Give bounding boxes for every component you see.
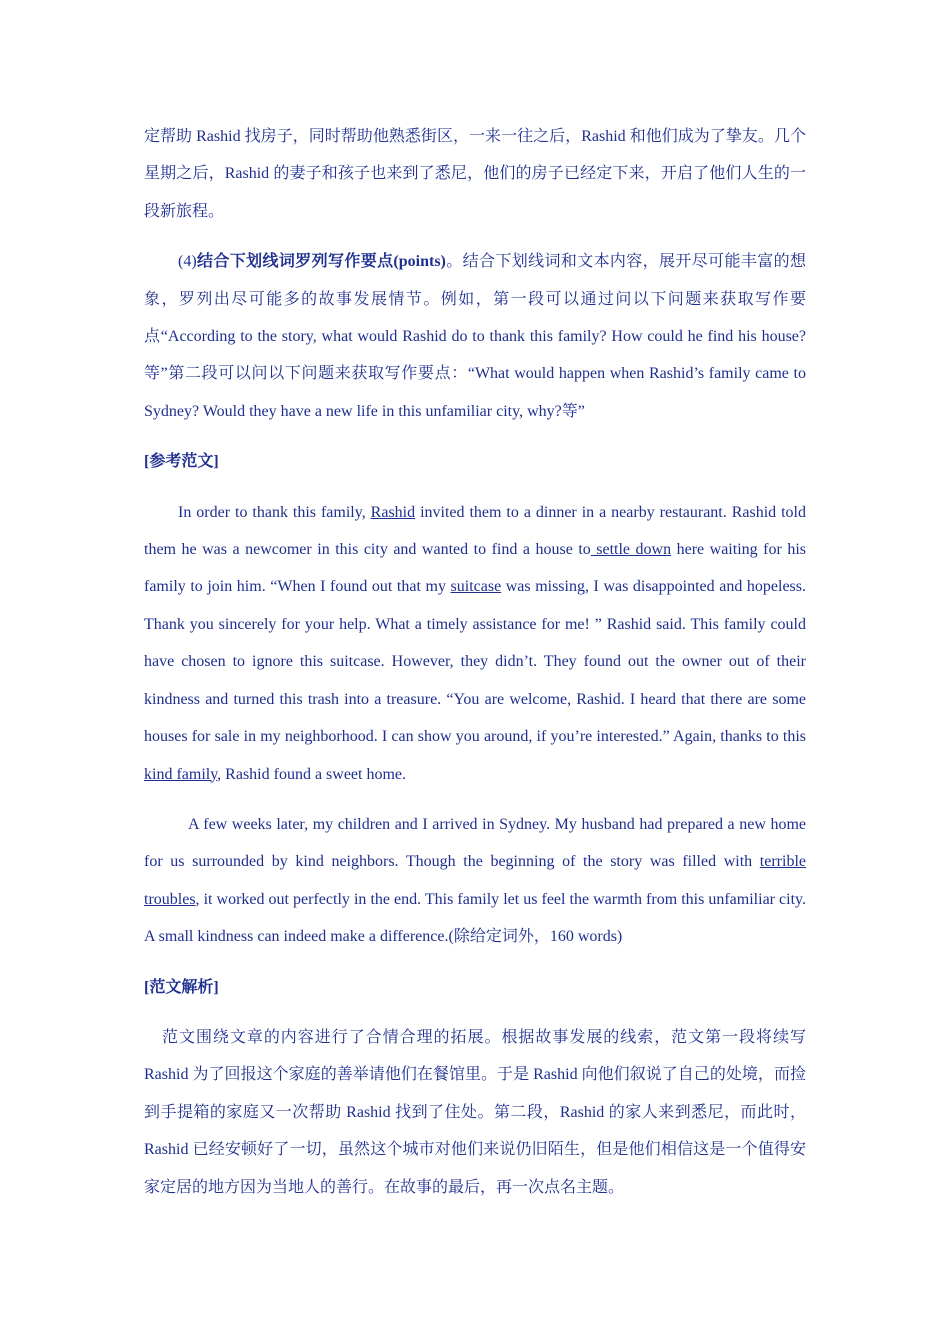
essay1-text-1: In order to thank this family, xyxy=(178,503,371,521)
analysis-paragraph: 范文围绕文章的内容进行了合情合理的拓展。根据故事发展的线索，范文第一段将续写 Rashid 为了回报这个家庭的善举请他们在餐馆里。于是 Rashid 向他们叙说了自己的处境，而捡到手提箱的家庭又一次帮助 Rashid 找到了住处。第二段，Rashid 的家人来到悉尼，而此时，Rashid 已经安顿好了一切，虽然这个城市对他们来说仍旧陌生，但是他们相信这是一个值得安家定居的地方因为当地人的善行。在故事的最后，再一次点名主题。 xyxy=(144,1028,806,1196)
underlined-word-kind-family: kind family xyxy=(144,765,218,783)
underlined-word-settle-down: settle down xyxy=(590,541,672,559)
point-number: (4) xyxy=(178,253,197,271)
essay1-text-2: invited them to a dinner in a nearby restaurant. Rashid told them he was a newcomer in this city and wanted to find a house to xyxy=(144,503,807,559)
underlined-word-terrible-troubles: terrible troubles xyxy=(144,853,806,908)
essay2-text-2: , it worked out perfectly in the end. This family let us feel the warmth from this unfamiliar city. A small kindness can indeed make a difference.(除给定词外，160 words) xyxy=(144,890,806,946)
analysis-heading: [范文解析] xyxy=(144,978,219,996)
point-text: 。结合下划线词和文本内容，展开尽可能丰富的想象，罗列出尽可能多的故事发展情节。例如，第一段可以通过问以下问题来获取写作要点“According to the story, what would Rashid do to thank this family? How could he find his house?等”第二段可以问以下问题来获取写作要点：“What would happen when Rashid’s family came to Sydney? Would they have a new life in this unfamiliar city, why?等” xyxy=(144,253,806,420)
point-heading: 结合下划线词罗列写作要点(points) xyxy=(196,253,446,271)
essay2-text-1: A few weeks later, my children and I arrived in Sydney. My husband had prepared a new home for us surrounded by kind neighbors. Though the beginning of the story was filled with xyxy=(144,815,806,871)
continuation-paragraph: 定帮助 Rashid 找房子，同时帮助他熟悉街区，一来一往之后，Rashid 和他们成为了挚友。几个星期之后，Rashid 的妻子和孩子也来到了悉尼，他们的房子已经定下来，开启了他们人生的一段新旅程。 xyxy=(144,128,806,220)
essay-paragraph-2 xyxy=(144,806,806,956)
reference-essay-heading: [参考范文] xyxy=(144,453,219,471)
underlined-word-suitcase: suitcase xyxy=(450,578,502,596)
essay1-text-3: here waiting for his family to join him. “When I found out that my xyxy=(144,541,806,596)
underlined-word-rashid: Rashid xyxy=(370,503,416,521)
essay1-text-4: was missing, I was disappointed and hopeless. Thank you sincerely for your help. What a timely assistance for me! ” Rashid said. This family could have chosen to ignore this suitcase. However, they didn’t. They found out the owner out of their kindness and turned this trash into a treasure. “You are welcome, Rashid. I heard that there are some houses for sale in my neighborhood. I can show you around, if you’re interested.” Again, thanks to this xyxy=(144,578,806,746)
document-page xyxy=(144,118,806,1206)
writing-point-4 xyxy=(144,243,806,430)
essay1-text-5: , Rashid found a sweet home. xyxy=(217,765,407,783)
essay-paragraph-1 xyxy=(144,494,806,793)
